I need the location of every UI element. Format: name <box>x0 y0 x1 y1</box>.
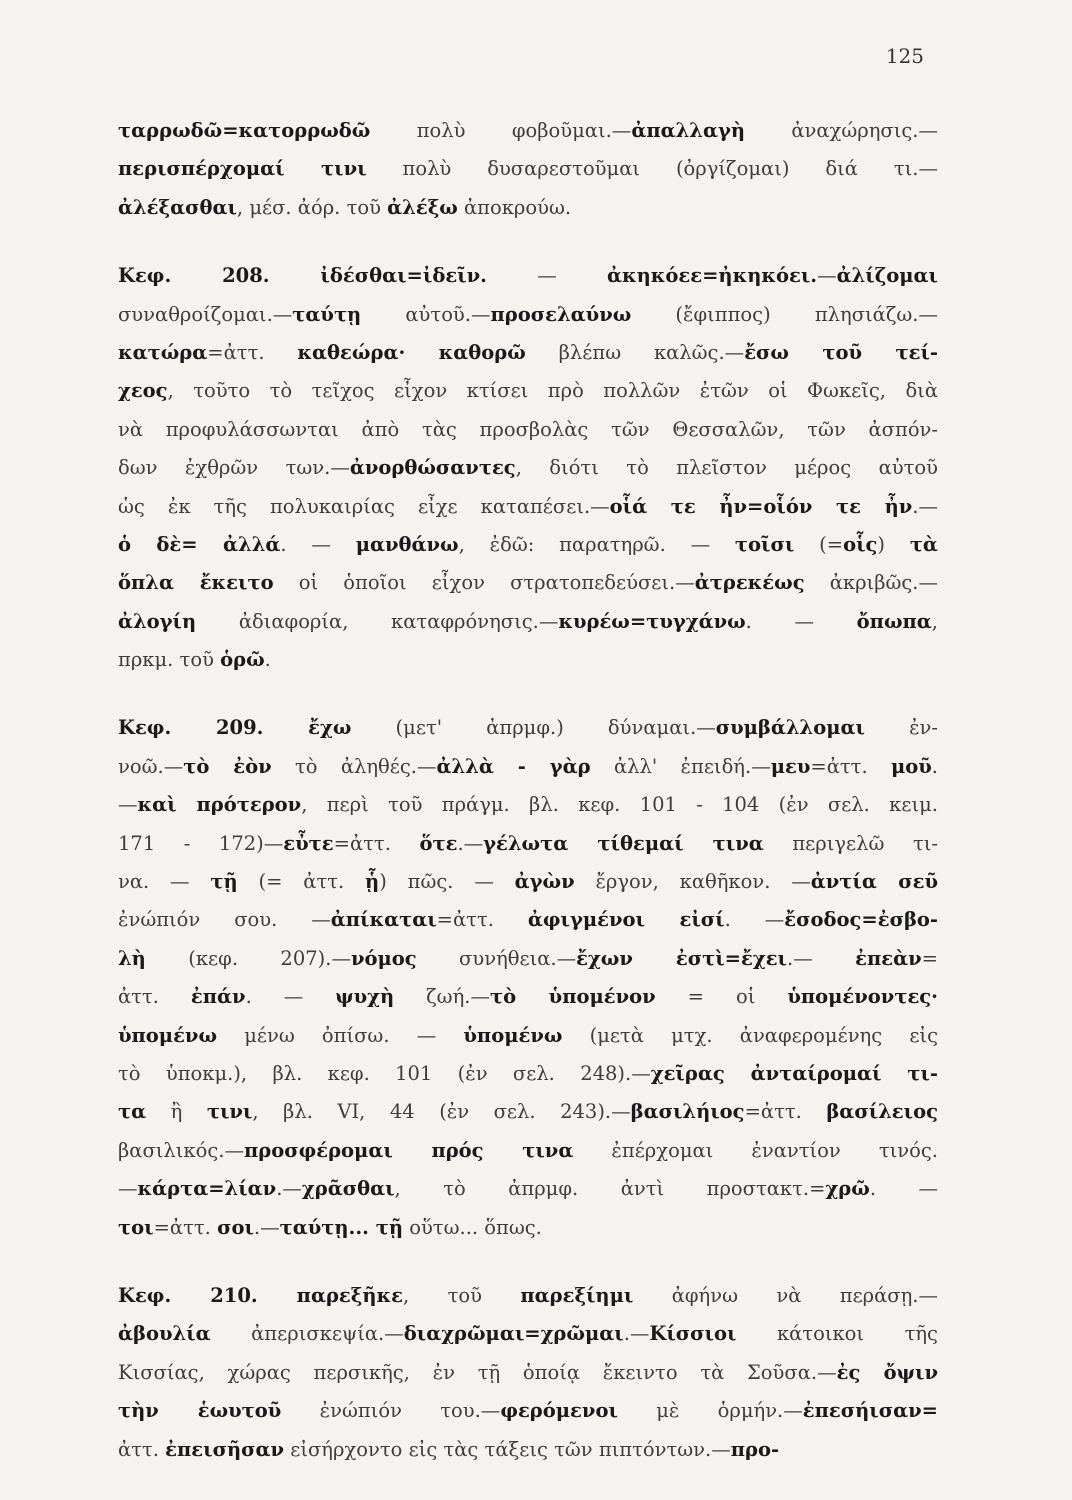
gloss: τὸ ἀληθές.— <box>271 754 437 778</box>
gloss: ἀκριβῶς.— <box>804 571 938 595</box>
gloss: — <box>118 793 138 817</box>
text-line <box>118 1277 938 1315</box>
lemma: χρᾶσθαι <box>301 1177 395 1201</box>
gloss: , διότι τὸ πλεῖστον μέρος αὐτοῦ <box>515 456 939 480</box>
gloss: , τὸ ἀπρμφ. ἀντὶ προστακτ.= <box>394 1177 826 1201</box>
lemma: ἐπάν <box>190 985 246 1009</box>
lemma: προσφέρομαι πρός τινα <box>243 1138 574 1162</box>
lemma: χεος <box>118 379 168 403</box>
gloss: (κεφ. 207).— <box>145 946 351 970</box>
gloss: νὰ προφυλάσσωνται ἀπὸ τὰς προσβολὰς τῶν Θεσσαλῶν, τῶν ἀσπόν- <box>118 417 938 441</box>
lemma: τοῖσι <box>734 532 795 556</box>
gloss: ἀδιαφορία, καταφρόνησις.— <box>196 609 559 633</box>
gloss: ) <box>877 532 910 556</box>
lemma: ἀλλὰ - γὰρ <box>436 754 591 778</box>
gloss: δων ἐχθρῶν των.— <box>118 456 350 480</box>
text-line <box>118 296 938 334</box>
gloss: αὐτοῦ.— <box>361 302 491 326</box>
gloss: (μετ' ἀπρμφ.) δύναμαι.— <box>351 716 716 740</box>
lemma: ταύτῃ... τῇ <box>279 1215 404 1239</box>
lemma: προ- <box>730 1437 780 1461</box>
lemma: μανθάνω <box>355 532 459 556</box>
gloss: (= ἀττ. <box>237 870 366 894</box>
gloss: ἢ <box>146 1100 207 1124</box>
gloss: , περὶ τοῦ πράγμ. βλ. κεφ. 101 - 104 (ἐν σελ. κειμ. <box>301 793 938 817</box>
gloss: κάτοικοι τῆς <box>736 1322 938 1346</box>
lemma: ὅτε <box>419 831 458 855</box>
lemma: ἀλίζομαι <box>836 264 938 288</box>
lemma: ταρρωδῶ=κατορρωδῶ <box>118 119 371 142</box>
text-line <box>118 786 938 824</box>
gloss: =ἀττ. <box>436 908 528 932</box>
gloss: .— <box>253 1215 280 1239</box>
lemma: οἷά τε ἦν=οἷόν τε ἦν <box>609 494 913 518</box>
gloss: (μετὰ μτχ. ἀναφερομένης εἰς <box>562 1023 938 1047</box>
text-line <box>118 112 938 150</box>
gloss: ἔργον, καθῆκον. — <box>574 870 811 894</box>
gloss: περιγελῶ τι- <box>763 831 938 855</box>
gloss: συναθροίζομαι.— <box>118 302 293 326</box>
lemma: Κεφ. 210. παρεξῆκε <box>118 1283 403 1307</box>
text-line <box>118 901 938 939</box>
gloss: — <box>118 1177 138 1201</box>
gloss: ἀττ. <box>118 985 191 1009</box>
lemma: ἀτρεκέως <box>694 571 805 595</box>
lemma: ἀλογίη <box>118 609 197 633</box>
gloss: =ἀττ. <box>810 754 891 778</box>
lemma: ὑπομένω <box>118 1023 218 1047</box>
gloss: ἐνώπιόν σου. — <box>118 908 331 932</box>
gloss: μένω ὀπίσω. — <box>217 1023 464 1047</box>
lemma: βασιλήιος <box>630 1100 745 1124</box>
gloss: ὡς ἐκ τῆς πολυκαιρίας εἶχε καταπέσει.— <box>118 494 610 518</box>
lemma: ὁρῶ <box>220 648 265 672</box>
lemma: τα <box>118 1100 147 1124</box>
lemma: ἐπεὰν <box>855 946 922 970</box>
text-line <box>118 1093 938 1131</box>
paragraph <box>118 112 938 227</box>
gloss: , τοῦτο τὸ τεῖχος εἶχον κτίσει πρὸ πολλῶν ἐτῶν οἱ Φωκεῖς, διὰ <box>167 379 938 403</box>
lemma: Κεφ. 208. ἰδέσθαι=ἰδεῖν. <box>118 264 487 288</box>
lemma: ὄπωπα <box>856 609 932 633</box>
lemma: οἷς <box>843 532 878 556</box>
gloss: νοῶ.— <box>118 754 184 778</box>
lemma: κάρτα=λίαν <box>137 1177 277 1201</box>
gloss: .— <box>623 1322 650 1346</box>
lemma: ὑπομένω <box>463 1023 563 1047</box>
gloss: , τοῦ <box>402 1283 521 1307</box>
gloss: οἱ ὁποῖοι εἶχον στρατοπεδεύσει.— <box>273 571 695 595</box>
gloss: . — <box>724 908 785 932</box>
lemma: λὴ <box>118 946 146 970</box>
lemma: κυρέω=τυγχάνω <box>558 609 746 633</box>
text-line <box>118 978 938 1016</box>
lemma: χρῶ <box>825 1177 870 1201</box>
gloss: ἐνώπιόν του.— <box>281 1399 501 1423</box>
lemma: καὶ πρότερον <box>137 793 302 817</box>
gloss: . — <box>280 532 356 556</box>
gloss: ἀττ. <box>118 1437 166 1461</box>
gloss: ἀλλ' ἐπειδή.— <box>590 754 771 778</box>
text-line <box>118 449 938 487</box>
lemma: βασίλειος <box>826 1100 938 1124</box>
page-number: 125 <box>885 44 924 68</box>
text-line <box>118 1017 938 1055</box>
gloss: 171 - 172)— <box>118 831 284 855</box>
lemma: ἀλέξασθαι <box>118 195 237 219</box>
gloss: . — <box>869 1177 938 1201</box>
gloss: οὕτω... ὅπως. <box>403 1215 542 1239</box>
gloss: = <box>921 946 938 970</box>
gloss: , ἐδῶ: παρατηρῶ. — <box>458 532 735 556</box>
lemma: ἀπαλλαγὴ <box>631 119 745 142</box>
gloss: ἀπερισκεψία.— <box>210 1322 404 1346</box>
lemma: συμβάλλομαι <box>715 716 865 740</box>
gloss: να. — <box>118 870 211 894</box>
gloss: ἀναχώρησις.— <box>745 119 938 142</box>
lemma: ἀλέξω <box>387 195 458 219</box>
text-line <box>118 257 938 295</box>
lemma: ἀκηκόεε=ἠκηκόει. <box>606 264 818 288</box>
lemma: τῇ <box>210 870 238 894</box>
text-line <box>118 1392 938 1430</box>
text-line <box>118 748 938 786</box>
lemma: ἔσω τοῦ τεί- <box>744 340 938 364</box>
lemma: κατώρα <box>118 340 208 364</box>
lemma: ἐς ὄψιν <box>836 1360 938 1384</box>
lemma: Κίσσιοι <box>649 1322 737 1346</box>
lemma: τοι <box>118 1215 154 1239</box>
lemma: παρεξίημι <box>520 1283 634 1307</box>
gloss: μὲ ὁρμήν.— <box>617 1399 803 1423</box>
gloss: (ἔφιππος) πλησιάζω.— <box>631 302 938 326</box>
text-line <box>118 1055 938 1093</box>
gloss: .— <box>912 494 939 518</box>
lemma: ὅπλα ἔκειτο <box>118 571 274 595</box>
text-line <box>118 1315 938 1353</box>
lemma: καθεώρα· καθορῶ <box>297 340 526 364</box>
text-line <box>118 603 938 641</box>
gloss: .— <box>787 946 856 970</box>
lemma: τὸ ὑπομένον <box>489 985 656 1009</box>
text-line <box>118 863 938 901</box>
gloss: Κισσίας, χώρας περσικῆς, ἐν τῇ ὁποίᾳ ἔκειντο τὰ Σοῦσα.— <box>118 1360 837 1384</box>
gloss: =ἀττ. <box>207 340 298 364</box>
text-line <box>118 411 938 449</box>
text-line <box>118 1431 938 1469</box>
gloss: , βλ. VI, 44 (ἐν σελ. 243).— <box>252 1100 631 1124</box>
text-line <box>118 564 938 602</box>
lemma: ταύτῃ <box>292 302 362 326</box>
gloss: ) πῶς. — <box>379 870 515 894</box>
gloss: πολὺ δυσαρεστοῦμαι (ὀργίζομαι) διά τι.— <box>366 157 938 181</box>
lemma: μοῦ <box>890 754 932 778</box>
lemma: εὖτε <box>283 831 334 855</box>
gloss: πρκμ. τοῦ <box>118 648 221 672</box>
gloss: (= <box>794 532 844 556</box>
gloss: ἀποκρούω. <box>457 195 572 219</box>
lemma: ἀγὼν <box>514 870 575 894</box>
gloss: , μέσ. ἀόρ. τοῦ <box>236 195 388 219</box>
text-line <box>118 825 938 863</box>
lemma: προσελαύνω <box>490 302 632 326</box>
lemma: ἐπεσήισαν= <box>802 1399 938 1423</box>
lemma: ἔσοδος=ἐσβο- <box>784 908 939 932</box>
gloss: πολὺ φοβοῦμαι.— <box>370 119 632 142</box>
lemma: ἀπίκαται <box>330 908 437 932</box>
lemma: τὸ ἐὸν <box>183 754 272 778</box>
text-line <box>118 940 938 978</box>
lemma: τινι <box>206 1100 253 1124</box>
gloss: ἀφήνω νὰ περάσῃ.— <box>633 1283 939 1307</box>
paragraph <box>118 1277 938 1469</box>
text-line <box>118 641 938 679</box>
gloss: συνήθεια.— <box>416 946 577 970</box>
text-line <box>118 189 938 227</box>
gloss: βασιλικός.— <box>118 1138 244 1162</box>
lemma: ἀνορθώσαντες <box>349 456 516 480</box>
gloss: . <box>264 648 271 672</box>
lemma: διαχρῶμαι=χρῶμαι <box>403 1322 624 1346</box>
gloss: τὸ ὑποκμ.), βλ. κεφ. 101 (ἐν σελ. 248).— <box>118 1061 651 1085</box>
gloss: ζωή.— <box>394 985 490 1009</box>
gloss: — <box>486 264 607 288</box>
lemma: χεῖρας ἀνταίρομαί τι- <box>650 1061 938 1085</box>
gloss: . — <box>745 609 857 633</box>
lemma: ψυχὴ <box>335 985 395 1009</box>
text-line <box>118 1354 938 1392</box>
lemma: ἐπεισῆσαν <box>165 1437 285 1461</box>
text-line <box>118 1170 938 1208</box>
text-line <box>118 488 938 526</box>
lemma: γέλωτα τίθεμαί τινα <box>483 831 764 855</box>
lemma: ὁ δὲ= ἀλλά <box>118 532 281 556</box>
commentary-text <box>118 112 938 1469</box>
gloss: = οἱ <box>655 985 788 1009</box>
text-line <box>118 372 938 410</box>
lemma: ὑπομένοντες· <box>787 985 938 1009</box>
lemma: τὴν ἑωυτοῦ <box>118 1399 282 1423</box>
lemma: φερόμενοι <box>500 1399 618 1423</box>
gloss: =ἀττ. <box>333 831 420 855</box>
gloss: εἰσήρχοντο εἰς τὰς τάξεις τῶν πιπτόντων.— <box>284 1437 731 1461</box>
text-line <box>118 334 938 372</box>
text-line <box>118 150 938 188</box>
text-line <box>118 709 938 747</box>
gloss: =ἀττ. <box>744 1100 827 1124</box>
gloss: βλέπω καλῶς.— <box>525 340 745 364</box>
lemma: τὰ <box>909 532 938 556</box>
lemma: ἀβουλία <box>118 1322 211 1346</box>
lemma: Κεφ. 209. ἔχω <box>118 716 352 740</box>
lemma: ᾗ <box>365 870 380 894</box>
gloss: — <box>817 264 837 288</box>
gloss: , <box>931 609 938 633</box>
lemma: σοι <box>217 1215 254 1239</box>
lemma: περισπέρχομαί τινι <box>118 157 367 181</box>
gloss: .— <box>457 831 484 855</box>
paragraph <box>118 709 938 1246</box>
paragraph <box>118 257 938 679</box>
lemma: ἔχων ἐστὶ=ἔχει <box>576 946 787 970</box>
gloss: =ἀττ. <box>153 1215 218 1239</box>
gloss: .— <box>276 1177 302 1201</box>
gloss: ἐπέρχομαι ἐναντίον τινός. <box>573 1138 938 1162</box>
lemma: μευ <box>770 754 811 778</box>
lemma: νόμος <box>350 946 417 970</box>
text-line <box>118 1209 938 1247</box>
lemma: ἀφιγμένοι εἰσί <box>527 908 725 932</box>
text-line <box>118 1132 938 1170</box>
lemma: ἀντία σεῦ <box>810 870 939 894</box>
text-line <box>118 526 938 564</box>
gloss: ἐν- <box>864 716 938 740</box>
gloss: . <box>931 754 938 778</box>
gloss: . — <box>245 985 336 1009</box>
